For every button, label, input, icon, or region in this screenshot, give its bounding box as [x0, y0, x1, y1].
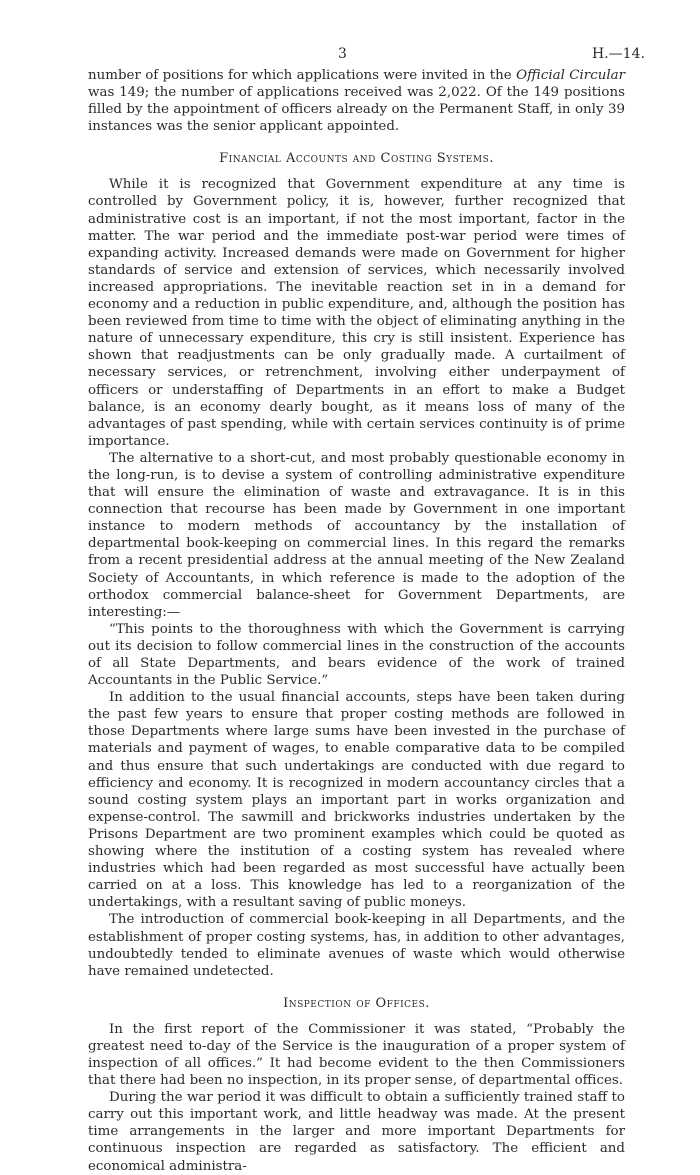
section-heading-inspection-of-offices: Inspection of Offices. — [283, 995, 430, 1011]
document-body — [88, 67, 625, 1175]
paragraph: The alternative to a short-cut, and most probably questionable economy in the long-run, is to devise a system of controlling administrative expenditure that will ensure the elimination of waste and extravagance. It is in this connection that recourse has been made by Government in one important instance to modern methods of accountancy by the installation of departmental book-keeping on commercial lines. In this regard the remarks from a recent presidential address at the annual meeting of the New Zealand Society of Accountants, in which reference is made to the adoption of the orthodox commercial balance-sheet for Government Departments, are interesting:— — [88, 450, 625, 620]
paragraph-text: was 149; the number of applications received was 2,022. Of the 149 positions filled by the appointment of officers already on the Permanent Staff, in only 39 instances was the senior applicant appointed. — [88, 85, 625, 135]
paragraph: In the first report of the Commissioner it was stated, “Probably the greatest need to-day of the Service is the inauguration of a proper system of inspection of all offices.” It had become evident to the then Commissioners that there had been no inspection, in its proper sense, of departmental offices. — [88, 1021, 625, 1089]
paragraph-continuation — [88, 67, 625, 135]
paragraph: During the war period it was difficult to obtain a sufficiently trained staff to carry out this important work, and little headway was made. At the present time arrangements in the larger and more important Departments for continuous inspection are regarded as satisfactory. The efficient and economical administra- — [88, 1090, 625, 1174]
paragraph: The introduction of commercial book-keeping in all Departments, and the establishment of proper costing systems, has, in addition to other advantages, undoubtedly tended to eliminate avenues of waste which would otherwise have remained undetected. — [88, 912, 625, 979]
page-header — [0, 46, 700, 66]
paragraph-text: number of positions for which applications were invited in the — [88, 68, 517, 83]
document-reference: H.—14. — [592, 46, 645, 62]
page-number: 3 — [338, 46, 347, 62]
paragraph: While it is recognized that Government expenditure at any time is controlled by Government policy, it is, however, further recognized that administrative cost is an important, if not the most important, factor in the matter. The war period and the immediate post-war period were times of expanding activity. Increased demands were made on Government for higher standards of service and extension of services, which necessarily involved increased appropriations. The inevitable reaction set in in a demand for economy and a reduction in public expenditure, and, although the position has been reviewed from time to time with the object of eliminating anything in the nature of unnecessary expenditure, this cry is still insistent. Experience has shown that readjustments can be only gradually made. A curtailment of necessary services, or retrenchment, involving either underpayment of officers or understaffing of Departments in an effort to make a Budget balance, is an economy dearly bought, as it means loss of many of the advantages of past spending, while with certain services continuity is of prime importance. — [88, 177, 625, 449]
paragraph: In addition to the usual financial accounts, steps have been taken during the past few years to ensure that proper costing methods are followed in those Departments where large sums have been invested in the purchase of materials and payment of wages, to enable comparative data to be compiled and thus ensure that such undertakings are conducted with due regard to efficiency and economy. It is recognized in modern accountancy circles that a sound costing system plays an important part in works organization and expense-control. The sawmill and brickworks industries undertaken by the Prisons Department are two prominent examples which could be quoted as showing where the institution of a costing system has revealed where industries which had been regarded as most successful have actually been carried on at a loss. This knowledge has led to a reorganization of the undertakings, with a resultant saving of public moneys. — [88, 690, 625, 911]
block-quote: “This points to the thoroughness with which the Government is carrying out its decision to follow commercial lines in the construction of the accounts of all State Departments, and bears evidence of the work of trained Accountants in the Public Service.” — [88, 621, 625, 689]
section-heading-financial-accounts: Financial Accounts and Costing Systems. — [219, 151, 494, 167]
official-circular-title: Official Circular — [516, 68, 625, 83]
